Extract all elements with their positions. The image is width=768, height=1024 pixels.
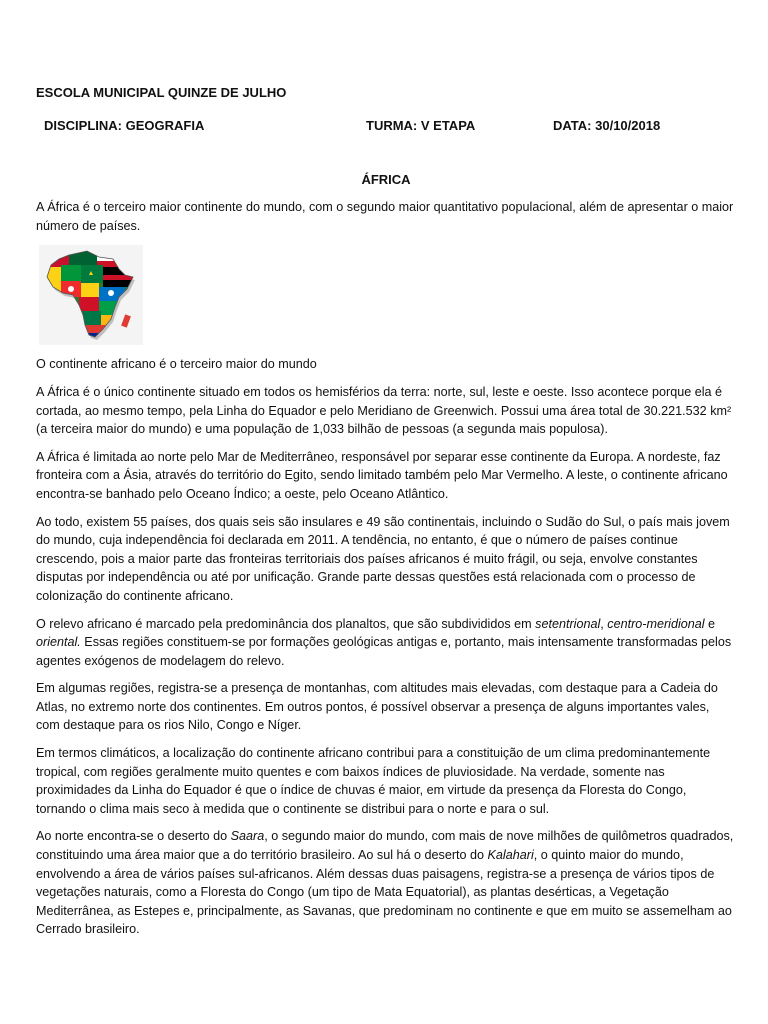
desert-name-saara: Saara: [230, 829, 265, 844]
school-name: ESCOLA MUNICIPAL QUINZE DE JULHO: [36, 85, 287, 100]
africa-map-graphic: [39, 245, 143, 345]
paragraph-borders: A África é limitada ao norte pelo Mar de Mediterrâneo, responsável por separar esse continente da Europa. A nordeste, faz fronteira com a Ásia, através do território do Egito, sendo limitado também pelo Mar Vermelho. A leste, o continente africano encontra-se banhado pelo Oceano Índico; a oeste, pelo Oceano Atlântico.: [36, 449, 728, 501]
relief-term-setentrional: setentrional: [535, 616, 601, 631]
relief-term-centro-meridional: centro-meridional: [607, 616, 705, 631]
document-page: [36, 84, 736, 948]
relief-text-a: O relevo africano é marcado pela predominância dos planaltos, que são subdivididos em: [36, 616, 536, 631]
paragraph-mountains: Em algumas regiões, registra-se a presença de montanhas, com altitudes mais elevadas, com destaque para a Cadeia do Atlas, no extremo norte dos continentes. Em outros pontos, é possível observar a presença de alguns importantes vales, com destaque para os rios Nilo, Congo e Níger.: [36, 681, 718, 733]
class-label: TURMA: V ETAPA: [366, 117, 476, 133]
header-meta: [36, 117, 736, 135]
page-title: ÁFRICA: [361, 171, 411, 187]
date-label: DATA: 30/10/2018: [553, 117, 661, 133]
intro-paragraph: A África é o terceiro maior continente do mundo, com o segundo maior quantitativo populacional, além de apresentar o maior número de países.: [36, 200, 734, 233]
paragraph-hemispheres: A África é o único continente situado em todos os hemisférios da terra: norte, sul, leste e oeste. Isso acontece porque ela é cortada, ao mesmo tempo, pela Linha do Equador e pelo Meridiano de Greenwich. Possui uma área total de 30.221.532 km² (a terceira maior do mundo) e uma população de 1,033 bilhão de pessoas (a segunda mais populosa).: [36, 384, 732, 437]
paragraph-relief: [36, 615, 736, 671]
relief-text-g: Essas regiões constituem-se por formações geológicas antigas e, portanto, mais intensamente transformadas pelos agentes exógenos de modelagem do relevo.: [36, 635, 732, 668]
paragraph-climate: Em termos climáticos, a localização do continente africano contribui para a constituição de um clima predominantemente tropical, com regiões geralmente muito quentes e com baixos índices de pluviosidade. Na verdade, somente nas proximidades da Linha do Equador é que o índice de chuvas é maior, em virtude da presença da Floresta do Congo, tornando o clima mais seco à medida que o continente se distribui para o norte e para o sul.: [36, 746, 711, 816]
deserts-text-a: Ao norte encontra-se o deserto do: [36, 829, 231, 844]
relief-term-oriental: oriental.: [36, 635, 81, 650]
discipline-label: DISCIPLINA: GEOGRAFIA: [44, 117, 205, 133]
deserts-text-c: , o segundo maior do mundo, com mais de nove milhões de quilômetros quadrados, constituindo uma área maior que a do território brasileiro. Ao sul há o deserto do: [36, 829, 734, 863]
paragraph-deserts: [36, 827, 736, 939]
relief-text-c: ,: [600, 616, 608, 631]
africa-flags-map-icon: [39, 245, 143, 345]
deserts-text-e: , o quinto maior do mundo, envolvendo a área de vários países sul-africanos. Além dessas duas paisagens, registra-se a presença de vários tipos de vegetações naturais, como a Floresta do Congo (um tipo de Mata Equatorial), as plantas desérticas, a Vegetação Mediterrânea, as Estepes e, principalmente, as Savanas, que predominam no continente e que em muito se assemelham ao Cerrado brasileiro.: [36, 848, 732, 937]
relief-text-e: e: [704, 616, 716, 631]
image-caption: O continente africano é o terceiro maior do mundo: [36, 357, 317, 372]
desert-name-kalahari: Kalahari: [487, 848, 534, 863]
paragraph-countries: Ao todo, existem 55 países, dos quais seis são insulares e 49 são continentais, incluindo o Sudão do Sul, o país mais jovem do mundo, cuja independência foi declarada em 2011. A tendência, no entanto, é que o número de países continue crescendo, pois a maior parte das fronteiras territoriais dos países africanos é muito frágil, ou seja, envolve constantes disputas por independência ou até por unificação. Grande parte dessas questões está relacionada com o processo de colonização do continente africano.: [36, 514, 730, 603]
